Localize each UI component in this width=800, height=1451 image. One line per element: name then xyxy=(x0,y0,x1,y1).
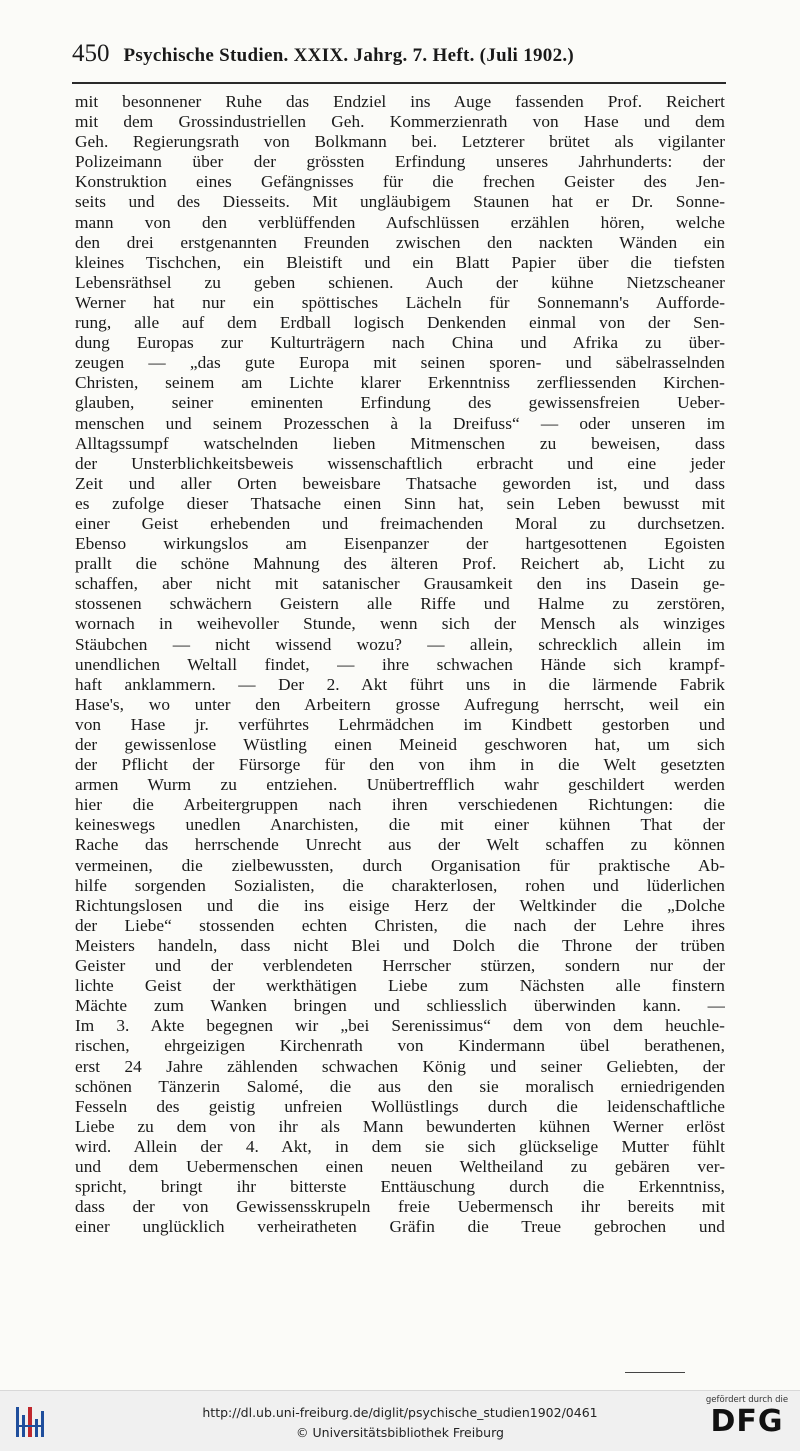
text-line: menschen und seinem Prozesschen à la Dreifuss“ — oder unseren im xyxy=(75,413,725,433)
text-line: der gewissenlose Wüstling einen Meineid geschworen hat, um sich xyxy=(75,735,725,754)
text-line: wornach in weihevoller Stunde, wenn sich der Mensch als winziges xyxy=(75,614,725,634)
text-line: Christen, seinem am Lichte klarer Erkenntniss zerfliessenden Kirchen- xyxy=(75,373,725,393)
viewer-footer-bar xyxy=(0,1390,800,1451)
text-line: Liebe zu dem von ihr als Mann bewunderten kühnen Werner erlöst xyxy=(75,1116,725,1136)
text-line: es zufolge dieser Thatsache einen Sinn hat, sein Leben bewusst mit xyxy=(75,493,725,513)
body-text xyxy=(75,92,725,1237)
text-line: und dem Uebermenschen einen neuen Weltheiland zu gebären ver- xyxy=(75,1156,725,1176)
text-line: Alltagssumpf watschelnden lieben Mitmenschen zu beweisen, dass xyxy=(75,433,725,453)
text-line: den drei erstgenannten Freunden zwischen den nackten Wänden ein xyxy=(75,232,725,252)
text-line: hilfe sorgenden Sozialisten, die charakterlosen, rohen und lüderlichen xyxy=(75,875,725,895)
text-line: Rache das herrschende Unrecht aus der Welt schaffen zu können xyxy=(75,835,725,855)
text-line: vermeinen, die zielbewussten, durch Organisation für praktische Ab- xyxy=(75,855,725,875)
text-line: keineswegs unedlen Anarchisten, die mit einer kühnen That der xyxy=(75,815,725,835)
text-line: mann von den verblüffenden Aufschlüssen erzählen hören, welche xyxy=(75,212,725,232)
text-line: zeugen — „das gute Europa mit seinen sporen- und säbelrasselnden xyxy=(75,353,725,373)
dfg-logo-text: DFG xyxy=(710,1404,784,1439)
text-line: Geister und der verblendeten Herrscher stürzen, sondern nur der xyxy=(75,956,725,976)
text-line: mit dem Grossindustriellen Geh. Kommerzienrath von Hase und dem xyxy=(75,112,725,132)
text-line: Hase's, wo unter den Arbeitern grosse Aufregung herrscht, weil ein xyxy=(75,694,725,714)
text-line: schaffen, aber nicht mit satanischer Grausamkeit den ins Dasein ge- xyxy=(75,574,725,594)
text-line: stossenen schwächern Geistern alle Riffe und Halme zu zerstören, xyxy=(75,594,725,614)
page-number: 450 xyxy=(72,40,110,67)
text-line: rischen, ehrgeizigen Kirchenrath von Kindermann übel berathenen, xyxy=(75,1036,725,1056)
text-line: Polizeimann über der grössten Erfindung unseres Jahrhunderts: der xyxy=(75,152,725,172)
text-line: glauben, seiner eminenten Erfindung des gewissensfreien Ueber- xyxy=(75,393,725,413)
dfg-caption: gefördert durch die xyxy=(705,1395,789,1405)
copyright-notice: © Universitätsbibliothek Freiburg xyxy=(296,1425,504,1440)
text-line: Stäubchen — nicht wissend wozu? — allein, schrecklich allein im xyxy=(75,634,725,654)
text-line: schönen Tänzerin Salomé, die aus den sie moralisch erniedrigenden xyxy=(75,1076,725,1096)
text-line: haft anklammern. — Der 2. Akt führt uns in die lärmende Fabrik xyxy=(75,674,725,694)
text-line: der Unsterblichkeitsbeweis wissenschaftlich erbracht und eine jeder xyxy=(75,453,725,473)
text-line: Konstruktion eines Gefängnisses für die frechen Geister des Jen- xyxy=(75,172,725,192)
text-line: Mächte zum Wanken bringen und schliesslich überwinden kann. — xyxy=(75,996,725,1016)
text-line: hier die Arbeitergruppen nach ihren verschiedenen Richtungen: die xyxy=(75,795,725,815)
text-line: prallt die schöne Mahnung des älteren Prof. Reichert ab, Licht zu xyxy=(75,554,725,574)
text-line: Richtungslosen und die ins eisige Herz der Weltkinder die „Dolche xyxy=(75,895,725,915)
text-line: einer Geist erhebenden und freimachenden Moral zu durchsetzen. xyxy=(75,513,725,533)
text-line: Zeit und aller Orten beweisbare Thatsache geworden ist, und dass xyxy=(75,473,725,493)
text-line: der Liebe“ stossenden echten Christen, die nach der Lehre ihres xyxy=(75,915,725,935)
text-line: einer unglücklich verheiratheten Gräfin die Treue gebrochen und xyxy=(75,1217,725,1237)
text-line: dass der von Gewissensskrupeln freie Uebermensch ihr bereits mit xyxy=(75,1197,725,1217)
dfg-logo xyxy=(702,1395,792,1447)
text-line: rung, alle auf dem Erdball logisch Denkenden einmal von der Sen- xyxy=(75,313,725,333)
text-line: Werner hat nur ein spöttisches Lächeln für Sonnemann's Aufforde- xyxy=(75,292,725,312)
text-line: spricht, bringt ihr bitterste Enttäuschung durch die Erkenntniss, xyxy=(75,1177,725,1197)
header-rule xyxy=(72,82,726,84)
running-title: Psychische Studien. XXIX. Jahrg. 7. Heft. (Juli 1902.) xyxy=(123,45,575,66)
text-line: Ebenso wirkungslos am Eisenpanzer der hartgesottenen Egoisten xyxy=(75,534,725,554)
text-line: unendlichen Weltall findet, — ihre schwachen Hände sich krampf- xyxy=(75,654,725,674)
text-line: Fesseln des geistig unfreien Wollüstlings durch die leidenschaftliche xyxy=(75,1096,725,1116)
text-line: dung Europas zur Kulturträgern nach China und Afrika zu über- xyxy=(75,333,725,353)
text-line: lichte Geist der werkthätigen Liebe zum Nächsten alle finstern xyxy=(75,976,725,996)
text-line: Geh. Regierungsrath von Bolkmann bei. Letzterer brütet als vigilanter xyxy=(75,132,725,152)
text-line: Meisters handeln, dass nicht Blei und Dolch die Throne der trüben xyxy=(75,935,725,955)
text-line: kleines Tischchen, ein Bleistift und ein Blatt Papier über die tiefsten xyxy=(75,252,725,272)
text-line: armen Wurm zu entziehen. Unübertrefflich wahr geschildert werden xyxy=(75,775,725,795)
text-line: Im 3. Akte begegnen wir „bei Serenissimus“ dem von dem heuchle- xyxy=(75,1016,725,1036)
text-line: wird. Allein der 4. Akt, in dem sie sich glückselige Mutter fühlt xyxy=(75,1136,725,1156)
footer-rule xyxy=(625,1372,685,1373)
text-line: mit besonnener Ruhe das Endziel ins Auge fassenden Prof. Reichert xyxy=(75,92,725,111)
text-line: erst 24 Jahre zählenden schwachen König und seiner Geliebten, der xyxy=(75,1056,725,1076)
text-line: von Hase jr. verführtes Lehrmädchen im Kindbett gestorben und xyxy=(75,714,725,734)
text-line: Lebensräthsel zu geben schienen. Auch der kühne Nietzscheaner xyxy=(75,272,725,292)
text-line: seits und des Diesseits. Mit ungläubigem Staunen hat er Dr. Sonne- xyxy=(75,192,725,212)
text-line: der Pflicht der Fürsorge für den von ihm in die Welt gesetzten xyxy=(75,755,725,775)
permalink-url[interactable]: http://dl.ub.uni-freiburg.de/diglit/psychische_studien1902/0461 xyxy=(202,1405,598,1420)
page-header xyxy=(72,40,732,80)
